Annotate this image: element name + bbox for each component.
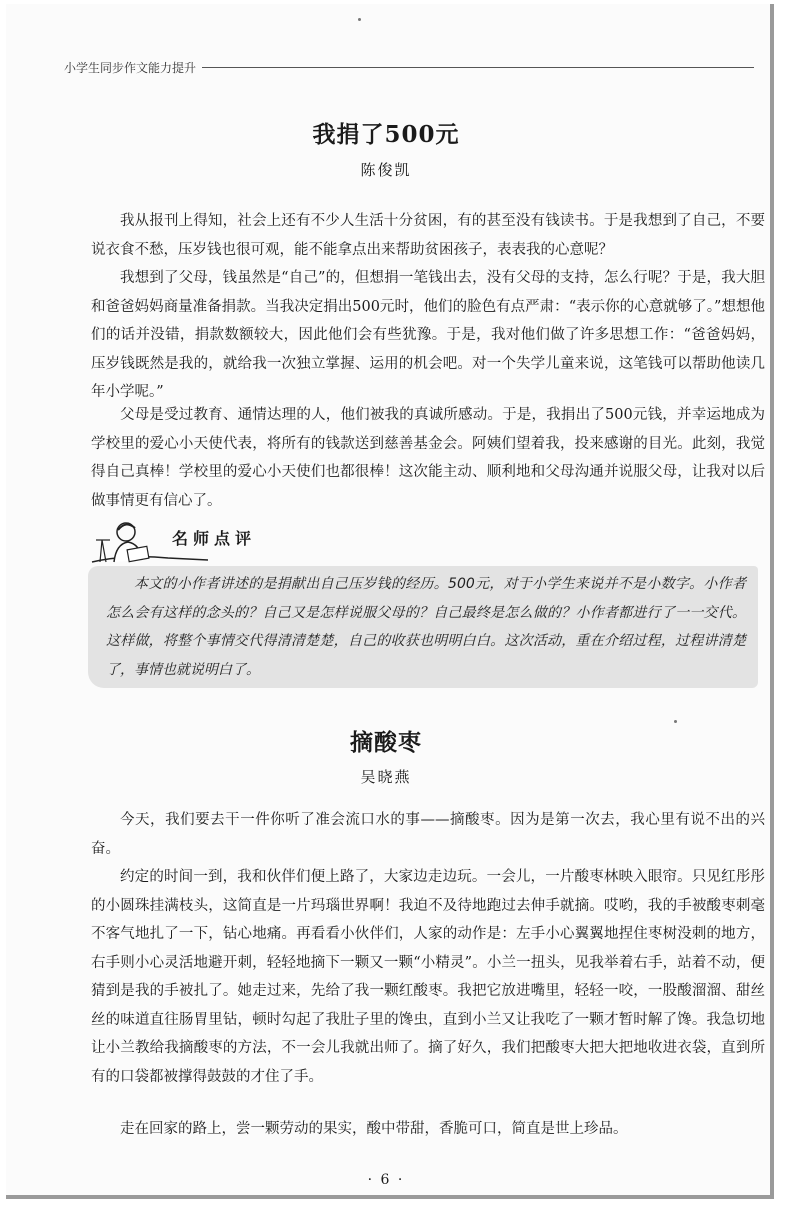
article2-paragraph-3: 走在回家的路上，尝一颗劳动的果实，酸中带甜，香脆可口，简直是世上珍品。 bbox=[120, 1121, 628, 1137]
article2-paragraph-2: 约定的时间一到，我和伙伴们便上路了，大家边走边玩。一会儿，一片酸枣林映入眼帘。只见红彤彤的小圆珠挂满枝头，这简直是一片玛瑙世界啊！我迫不及待地跑过去伸手就摘。哎哟，我的手被酸枣刺毫不客气地扎了一下，钻心地痛。再看看小伙伴们，人家的动作是：左手小心翼翼地捏住枣树没刺的地方，右手则小心灵活地避开刺，轻轻地摘下一颗又一颗“小精灵”。小兰一扭头，见我举着右手，站着不动，便猜到是我的手被扎了。她走过来，先给了我一颗红酸枣。我把它放进嘴里，轻轻一咬，一股酸溜溜、甜丝丝的味道直往肠胃里钻，顿时勾起了我肚子里的馋虫，直到小兰又让我吃了一颗才暂时解了馋。我急切地让小兰教给我摘酸枣的方法，不一会儿我就出师了。摘了好久，我们把酸枣大把大把地收进衣袋，直到所有的口袋都被撑得鼓鼓的才住了手。 bbox=[91, 869, 765, 1085]
review-title: 名师点评 bbox=[172, 529, 257, 548]
article1-paragraph-1: 我从报刊上得知，社会上还有不少人生活十分贫困，有的甚至没有钱读书。于是我想到了自己，不要说衣食不愁，压岁钱也很可观，能不能拿点出来帮助贫困孩子，表表我的心意呢？ bbox=[91, 213, 765, 258]
running-head-text: 小学生同步作文能力提升 bbox=[64, 60, 197, 75]
review-text: 本文的小作者讲述的是捐献出自己压岁钱的经历。500元，对于小学生来说并不是小数字。小作者怎么会有这样的念头的？自己又是怎样说服父母的？自己最终是怎么做的？小作者都进行了一一交代。这样做，将整个事情交代得清清楚楚，自己的收获也明明白白。这次活动，重在介绍过程，过程讲清楚了，事情也就说明白了。 bbox=[106, 576, 746, 678]
article1-paragraph-3: 父母是受过教育、通情达理的人，他们被我的真诚所感动。于是，我捐出了500元钱，并幸运地成为学校里的爱心小天使代表，将所有的钱款送到慈善基金会。阿姨们望着我，投来感谢的目光。此刻，我觉得自己真棒！学校里的爱心小天使们也都很棒！这次能主动、顺利地和父母沟通并说服父母，让我对以后做事情更有信心了。 bbox=[91, 407, 765, 509]
article2-title: 摘酸枣 bbox=[350, 729, 422, 756]
article2-paragraph-1: 今天，我们要去干一件你听了准会流口水的事——摘酸枣。因为是第一次去，我心里有说不出的兴奋。 bbox=[91, 812, 765, 857]
running-head bbox=[64, 56, 754, 78]
article1-author: 陈俊凯 bbox=[360, 161, 412, 179]
article1-paragraph-2: 我想到了父母，钱虽然是“自己”的，但想捐一笔钱出去，没有父母的支持，怎么行呢？于是，我大胆和爸爸妈妈商量准备捐款。当我决定捐出500元时，他们的脸色有点严肃：“表示你的心意就够了。”想想他们的话并没错，捐款数额较大，因此他们会有些犹豫。于是，我对他们做了许多思想工作：“爸爸妈妈，压岁钱既然是我的，就给我一次独立掌握、运用的机会吧。对一个失学儿童来说，这笔钱可以帮助他读几年小学呢。” bbox=[91, 270, 765, 400]
page-number: · 6 · bbox=[367, 1172, 405, 1188]
scan-speck bbox=[674, 720, 677, 723]
article2-author: 吴晓燕 bbox=[360, 768, 412, 786]
book-page bbox=[6, 4, 774, 1199]
scan-speck bbox=[358, 18, 361, 21]
running-head-rule bbox=[202, 67, 754, 68]
article1-title: 我捐了500元 bbox=[312, 121, 460, 148]
